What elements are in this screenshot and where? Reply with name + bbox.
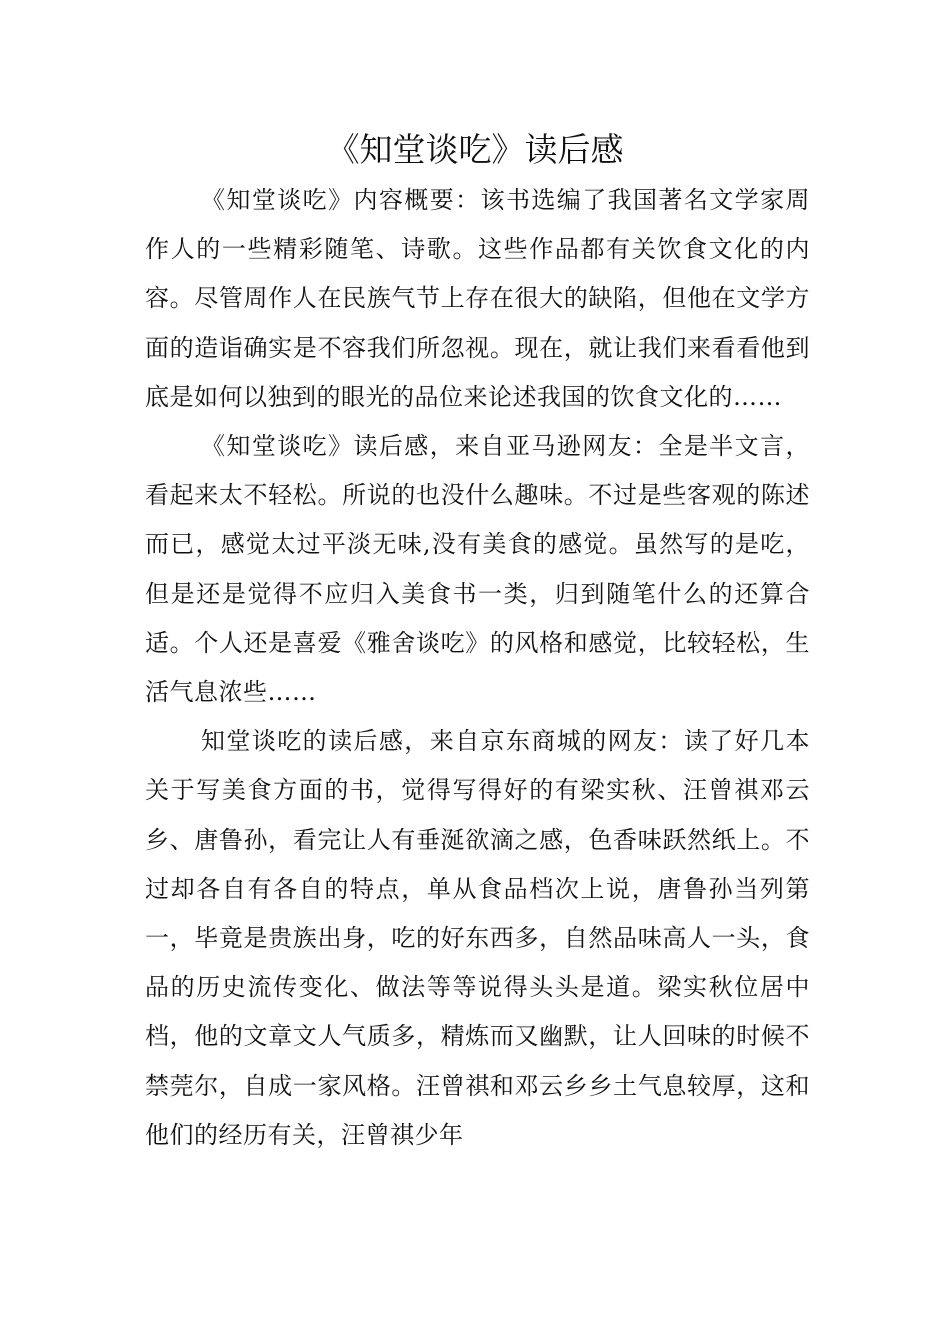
document-body (145, 176, 810, 1160)
paragraph-amazon-review: 《知堂谈吃》读后感，来自亚马逊网友：全是半文言，看起来太不轻松。所说的也没什么趣味。不过是些客观的陈述而已，感觉太过平淡无味,没有美食的感觉。虽然写的是吃，但是还是觉得不应归入美食书一类，归到随笔什么的还算合适。个人还是喜爱《雅舍谈吃》的风格和感觉，比较轻松，生活气息浓些…… (145, 432, 810, 707)
paragraph-jd-review: 知堂谈吃的读后感，来自京东商城的网友：读了好几本关于写美食方面的书，觉得写得好的有梁实秋、汪曾祺邓云乡、唐鲁孙，看完让人有垂涎欲滴之感，色香味跃然纸上。不过却各自有各自的特点，单从食品档次上说，唐鲁孙当列第一，毕竟是贵族出身，吃的好东西多，自然品味高人一头，食品的历史流传变化、做法等等说得头头是道。梁实秋位居中档，他的文章文人气质多，精炼而又幽默，让人回味的时候不禁莞尔，自成一家风格。汪曾祺和邓云乡乡土气息较厚，这和他们的经历有关，汪曾祺少年 (145, 727, 810, 1149)
paragraph-summary: 《知堂谈吃》内容概要：该书选编了我国著名文学家周作人的一些精彩随笔、诗歌。这些作品都有关饮食文化的内容。尽管周作人在民族气节上存在很大的缺陷，但他在文学方面的造诣确实是不容我们所忽视。现在，就让我们来看看他到底是如何以独到的眼光的品位来论述我国的饮食文化的…… (145, 186, 810, 411)
document-title: 《知堂谈吃》读后感 (326, 130, 624, 169)
